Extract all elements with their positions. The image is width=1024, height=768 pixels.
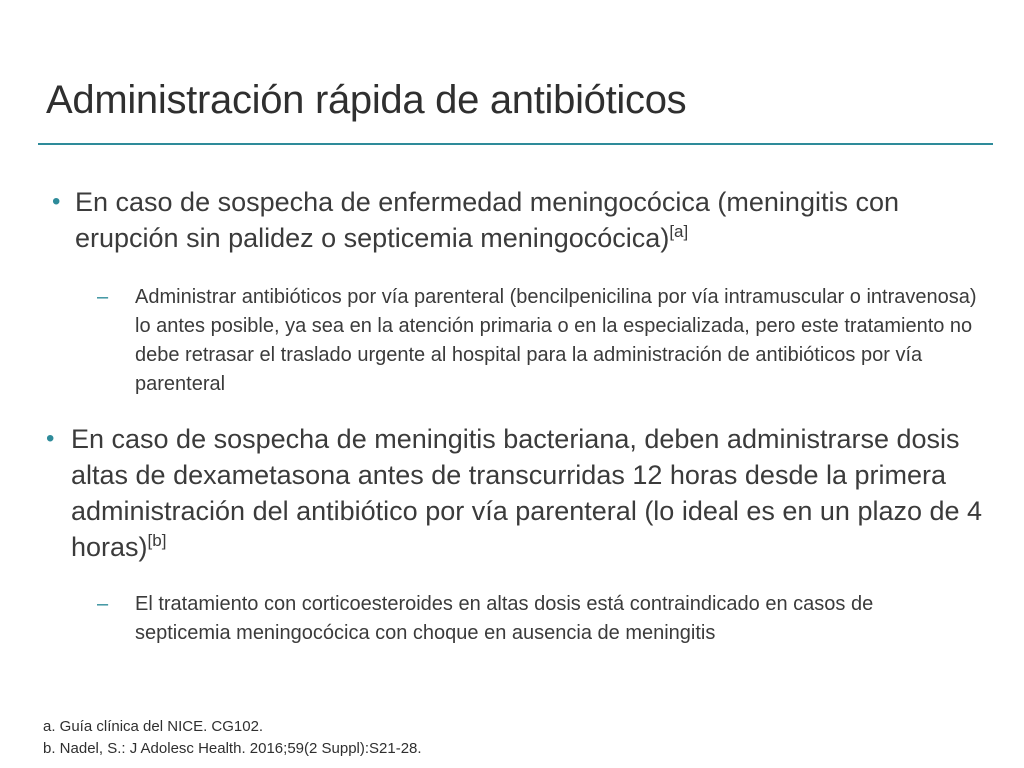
reference-a: a. Guía clínica del NICE. CG102. (43, 718, 264, 735)
sub-item-text: Administrar antibióticos por vía parenteral (bencilpenicilina por vía intramuscular o intravenosa) lo antes posible, ya sea en la atención primaria o en la especializada, pero este tratamiento no debe retrasar el traslado urgente al hospital para la administración de antibióticos por vía parenteral (135, 286, 977, 395)
reference-b: b. Nadel, S.: J Adolesc Health. 2016;59(2 Suppl):S21-28. (43, 740, 422, 757)
bullet-text: En caso de sospecha de meningitis bacteriana, deben administrarse dosis altas de dexametasona antes de transcurridas 12 horas desde la primera administración del antibiótico por vía parenteral (lo ideal es en un plazo de 4 horas) (71, 424, 983, 562)
bullet-item-1 (52, 184, 972, 256)
sub-item-1 (97, 283, 977, 399)
bullet-text: En caso de sospecha de enfermedad meningocócica (meningitis con erupción sin palidez o septicemia meningocócica) (75, 187, 899, 253)
title-underline (38, 143, 993, 145)
reference-marker: [b] (147, 531, 167, 550)
reference-marker: [a] (669, 222, 689, 241)
sub-item-2 (97, 590, 967, 648)
sub-marker: – (97, 593, 109, 615)
bullet-item-2 (46, 421, 991, 565)
sub-item-text: El tratamiento con corticoesteroides en altas dosis está contraindicado en casos de septicemia meningocócica con choque en ausencia de meningitis (135, 593, 874, 644)
references (43, 716, 422, 760)
bullet-marker: • (46, 425, 55, 452)
bullet-marker: • (52, 188, 61, 215)
slide-title: Administración rápida de antibióticos (46, 78, 687, 122)
sub-marker: – (97, 286, 109, 308)
